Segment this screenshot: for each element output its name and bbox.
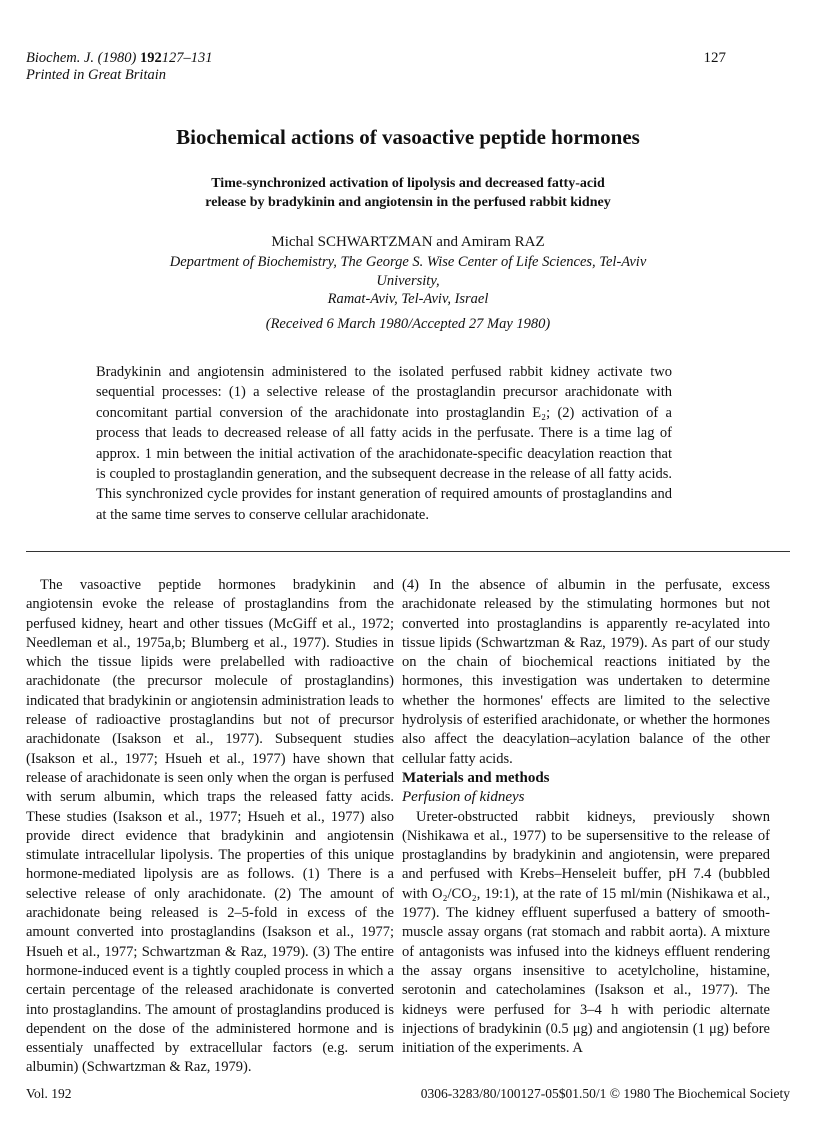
article-subtitle bbox=[108, 174, 708, 212]
printed-in: Printed in Great Britain bbox=[26, 67, 167, 83]
journal-pages: 127–131 bbox=[161, 50, 213, 66]
article-title: Biochemical actions of vasoactive peptide hormones bbox=[176, 125, 640, 149]
received-dates: (Received 6 March 1980/Accepted 27 May 1980) bbox=[265, 316, 551, 332]
section-heading: Materials and methods bbox=[402, 769, 550, 786]
right-column bbox=[402, 576, 770, 1058]
journal-volume: 192 bbox=[139, 50, 162, 66]
subtitle-line-2: release by bradykinin and angiotensin in the perfused rabbit kidney bbox=[205, 195, 611, 210]
affiliation-line-1: Department of Biochemistry, The George S. Wise Center of Life Sciences, Tel-Aviv University, bbox=[169, 254, 647, 289]
intro-paragraph: The vasoactive peptide hormones bradykinin and angiotensin evoke the release of prostaglandins from the perfused kidney, heart and other tissues (McGiff et al., 1972; Needleman et al., 1975a,b; Blumberg et al., 1977). Studies in which the tissue lipids were prelabelled with radioactive arachidonate (the precursor molecule of prostaglandins) indicated that bradykinin or angiotensin administration leads to release of radioactive prostaglandins but not of precursor arachidonate (Isakson et al., 1977). Subsequent studies (Isakson et al., 1977; Hsueh et al., 1977) have shown that release of arachidonate is seen only when the organ is perfused with serum albumin, which traps the released fatty acids. These studies (Isakson et al., 1977; Hsueh et al., 1977) also provide direct evidence that bradykinin and angiotensin stimulate intracellular lipolysis. The properties of this unique hormone-mediated lipolysis are as follows. (1) There is a selective release of only arachidonate. (2) The amount of arachidonate being released is 2–5-fold in excess of the amount converted into prostaglandins (Isakson et al., 1977; Hsueh et al., 1977; Schwartzman & Raz, 1979). (3) The entire hormone-induced event is a tightly coupled process in which a certain percentage of the released arachidonate is converted into prostaglandins. The amount of prostaglandins produced is dependent on the dose of the administered hormone and is essentialy unaffected by extracellular factors (e.g. serum albumin) (Schwartzman & Raz, 1979). bbox=[26, 577, 394, 1076]
subsection-heading: Perfusion of kidneys bbox=[402, 789, 525, 806]
divider-rule bbox=[26, 551, 790, 552]
page-number: 127 bbox=[703, 50, 726, 66]
journal-name: Biochem. J. bbox=[26, 50, 95, 66]
journal-year: (1980) bbox=[97, 50, 137, 66]
abstract: Bradykinin and angiotensin administered to the isolated perfused rabbit kidney activate two sequential processes: (1) a selective release of the prostaglandin precursor arachidonate with concomitant partial conversion of the arachidonate into prostaglandin E₂; (2) activation of a process that leads to decreased release of all fatty acids in the perfusate. There is a time lag of approx. 1 min between the initial activation of the arachidonate-specific deacylation reaction that is coupled to prostaglandin generation, and the subsequent decrease in the release of all fatty acids. This synchronized cycle provides for instant generation of required amounts of prostaglandins and at the same time serves to conserve cellular arachidonate. bbox=[96, 364, 672, 523]
intro-continuation: (4) In the absence of albumin in the perfusate, excess arachidonate released by the stimulating hormones but not converted into prostaglandins is apparently re-acylated into tissue lipids (Schwartzman & Raz, 1979). As part of our study on the chain of biochemical reactions initiated by the hormones, this investigation was undertaken to determine whether the hormones' effects are limited to the selective hydrolysis of esterified arachidonate, or whether the hormones also affect the deacylation–acylation balance of the other cellular fatty acids. bbox=[402, 577, 770, 767]
left-column bbox=[26, 576, 394, 1078]
journal-citation bbox=[26, 50, 212, 84]
affiliation-line-2: Ramat-Aviv, Tel-Aviv, Israel bbox=[327, 291, 489, 307]
footer-volume: Vol. 192 bbox=[26, 1086, 72, 1101]
methods-paragraph: Ureter-obstructed rabbit kidneys, previously shown (Nishikawa et al., 1977) to be supersensitive to the release of prostaglandins by bradykinin and angiotensin, were prepared and perfused with Krebs–Henseleit buffer, pH 7.4 (bubbled with O₂/CO₂, 19:1), at the rate of 15 ml/min (Nishikawa et al., 1977). The kidney effluent superfused a battery of smooth-muscle assay organs (rat stomach and rabbit aorta). A mixture of antagonists was infused into the kidneys effluent rendering the assay organs insensitive to acetylcholine, histamine, serotonin and catecholamines (Isakson et al., 1977). The kidneys were perfused for 3–4 h with periodic alternate injections of bradykinin (0.5 μg) and angiotensin (1 μg) before initiation of the experiments. A bbox=[402, 808, 770, 1057]
affiliation bbox=[158, 253, 658, 309]
authors: Michal SCHWARTZMAN and Amiram RAZ bbox=[271, 234, 545, 250]
subtitle-line-1: Time-synchronized activation of lipolysis and decreased fatty-acid bbox=[211, 176, 605, 191]
footer-code: 0306-3283/80/100127-05$01.50/1 © 1980 The Biochemical Society bbox=[420, 1086, 790, 1101]
